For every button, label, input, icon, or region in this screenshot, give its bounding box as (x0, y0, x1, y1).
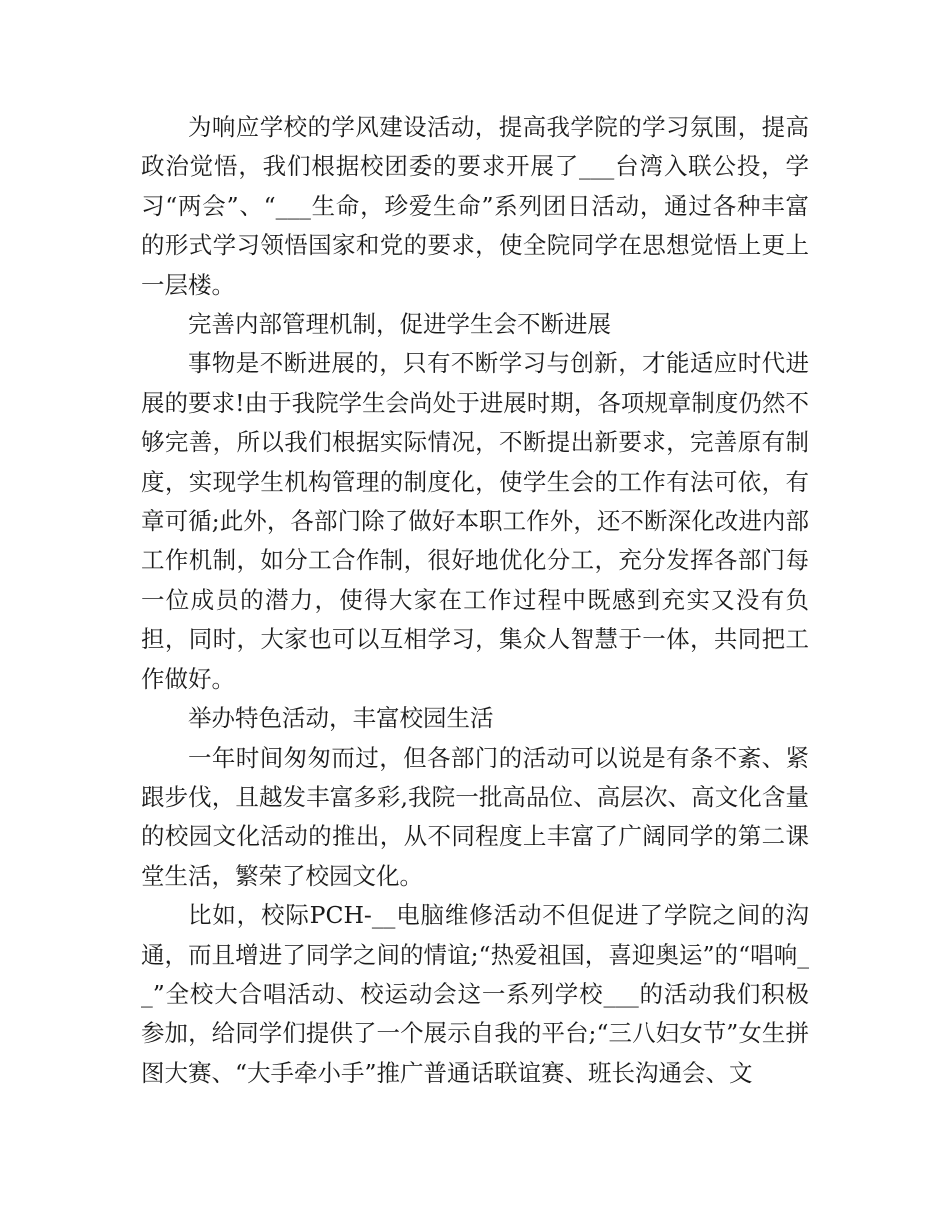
paragraph-activity-examples: 比如，校际PCH-__电脑维修活动不但促进了学院之间的沟通，而且增进了同学之间的情谊;“热爱祖国，喜迎奥运”的“唱响__”全校大合唱活动、校运动会这一系列学校___的活动我们积极参加，给同学们提供了一个展示自我的平台;“三八妇女节”女生拼图大赛、“大手牵小手”推广普通话联谊赛、班长沟通会、文 (141, 901, 809, 1087)
paragraph-study-atmosphere: 为响应学校的学风建设活动，提高我学院的学习氛围，提高政治觉悟，我们根据校团委的要求开展了___台湾入联公投，学习“两会”、“___生命，珍爱生命”系列团日活动，通过各种丰富的形式学习领悟国家和党的要求，使全院同学在思想觉悟上更上一层楼。 (141, 113, 809, 299)
paragraph-internal-management: 事物是不断进展的，只有不断学习与创新，才能适应时代进展的要求!由于我院学生会尚处于进展时期，各项规章制度仍然不够完善，所以我们根据实际情况，不断提出新要求，完善原有制度，实现学生机构管理的制度化，使学生会的工作有法可依，有章可循;此外，各部门除了做好本职工作外，还不断深化改进内部工作机制，如分工合作制，很好地优化分工，充分发挥各部门每一位成员的潜力，使得大家在工作过程中既感到充实又没有负担，同时，大家也可以互相学习，集众人智慧于一体，共同把工作做好。 (141, 349, 809, 693)
section-heading-internal-management: 完善内部管理机制，促进学生会不断进展 (188, 310, 611, 339)
document-body (141, 108, 809, 1093)
section-heading-campus-activities: 举办特色活动，丰富校园生活 (188, 704, 494, 733)
paragraph-campus-activities: 一年时间匆匆而过，但各部门的活动可以说是有条不紊、紧跟步伐，且越发丰富多彩,我院一批高品位、高层次、高文化含量的校园文化活动的推出，从不同程度上丰富了广阔同学的第二课堂生活，繁荣了校园文化。 (141, 743, 809, 890)
